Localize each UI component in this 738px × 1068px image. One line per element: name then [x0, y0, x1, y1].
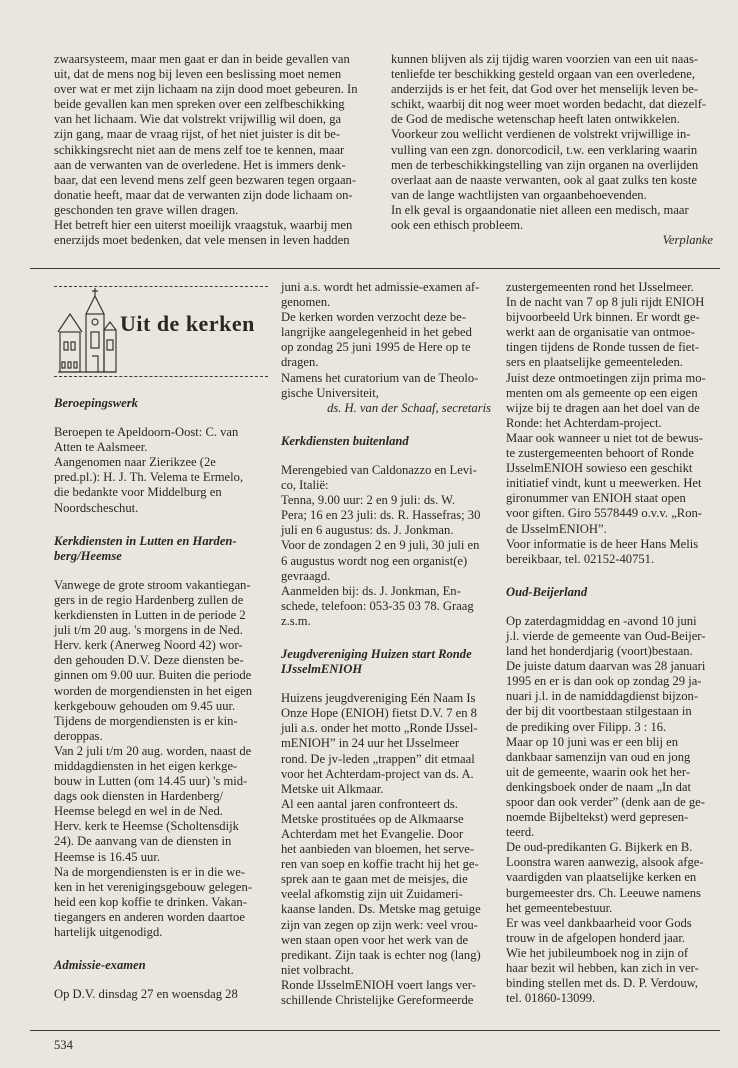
- page-number: 534: [54, 1038, 73, 1052]
- text-line: Vanwege de grote stroom vakantiegan-: [54, 577, 251, 592]
- text-line: kaanse landen. Ds. Metske mag getuige: [281, 902, 481, 917]
- text-line: sprek aan te gaan met de meisjes, die: [281, 872, 468, 887]
- text-line: z.s.m.: [281, 613, 311, 628]
- text-line: co, Italië:: [281, 478, 329, 493]
- top-right-paragraphs: [391, 52, 713, 233]
- text-line: noemde Bijbeltekst) werd gepresen-: [506, 810, 689, 825]
- text-line: Metske uit Alkmaar.: [281, 781, 384, 796]
- section-logo: [54, 280, 268, 382]
- text-line: die bedankte voor Middelburg en: [54, 485, 222, 500]
- text-line: Ronde: het Achterdam-project.: [506, 415, 662, 430]
- text-line: mENIOH” in 24 uur het IJsselmeer: [281, 736, 460, 751]
- text-line: over wat er met zijn lichaam na zijn dood moet gebeuren. In: [54, 82, 358, 97]
- text-line: dankbaar samenzijn van oud en jong: [506, 749, 691, 764]
- text-line: Ronde IJsselmENIOH voert langs ver-: [281, 977, 476, 992]
- text-line: het aanbieden van bloemen, het serve-: [281, 842, 475, 857]
- text-line: deroppas.: [54, 728, 103, 743]
- text-line: schikt, waarbij dit nog weer moet worden bedacht, dat diezelf-: [391, 97, 707, 112]
- text-line: initiatief vindt, kunt u meewerken. Het: [506, 476, 702, 491]
- paragraph-admissie-continued: [281, 280, 491, 401]
- text-line: beide gevallen kan men spreken over een zelfbeschikking: [54, 97, 345, 112]
- text-line: vaardigden van plaatselijke kerken en: [506, 870, 697, 885]
- text-line: werkt aan de organisatie van ontmoe-: [506, 325, 695, 340]
- text-line: wijze bij te dragen aan het doel van de: [506, 400, 700, 415]
- text-line: tel. 01860-13099.: [506, 991, 596, 1006]
- text-line: ook een ethisch probleem.: [391, 218, 524, 233]
- text-line: De oud-predikanten G. Bijkerk en B.: [506, 840, 693, 855]
- paragraph-lutten-hardenberg: [54, 578, 268, 940]
- text-line: zustergemeenten rond het IJsselmeer.: [506, 280, 694, 294]
- text-line: Al een aantal jaren confronteert ds.: [281, 796, 458, 811]
- text-line: voor giften. Giro 5578449 o.v.v. „Ron-: [506, 506, 702, 521]
- text-line: Tenna, 9.00 uur: 2 en 9 juli: ds. W.: [281, 493, 456, 508]
- text-line: IJsselmENIOH sowieso een geschikt: [506, 461, 693, 476]
- text-line: dags ook diensten in Hardenberg/: [54, 789, 224, 804]
- text-line: menten om als gemeente op een eigen: [506, 385, 698, 400]
- text-line: juli t/m 20 aug. 's morgens in de Ned.: [54, 623, 243, 638]
- text-line: De juiste datum daarvan was 28 januari: [506, 659, 706, 674]
- text-line: haar bezit wil hebben, kan zich in ver-: [506, 961, 699, 976]
- text-line: overlaat aan de naaste verwanten, ook al gaat zulks ten koste: [391, 172, 697, 187]
- text-line: Voorkeur zou wellicht verdienen de volstrekt vrijwillige in-: [391, 127, 691, 142]
- column-3: [506, 280, 716, 1006]
- text-line: kerkgebouw gehouden om 9.45 uur.: [54, 698, 236, 713]
- text-line: burgemeester drs. Ch. Leeuwe namens: [506, 885, 701, 900]
- heading-kerkdiensten-buitenland: Kerkdiensten buitenland: [281, 433, 409, 448]
- column-2: [281, 280, 491, 1008]
- text-line: Voor de zondagen 2 en 9 juli, 30 juli en: [281, 538, 480, 553]
- text-line: bouw in Lutten (om 14.45 uur) 's mid-: [54, 774, 248, 789]
- text-line: pred.pl.): H. J. Th. Velema te Ermelo,: [54, 470, 244, 485]
- text-line: Maar ook wanneer u niet tot de bewus-: [506, 430, 703, 445]
- text-line: op zondag 25 juni 1995 de Here op te: [281, 340, 471, 355]
- paragraph-kerkdiensten-buitenland: [281, 463, 491, 629]
- text-line: Juist deze ontmoetingen zijn prima mo-: [506, 370, 706, 385]
- heading-admissie-examen: Admissie-examen: [54, 958, 146, 973]
- footer-rule: [30, 1030, 720, 1031]
- text-line: niet volbracht.: [281, 962, 354, 977]
- text-line: 24). De aanvang van de diensten in: [54, 834, 232, 849]
- text-line: land het honderdjarig (voort)bestaan.: [506, 644, 693, 659]
- text-line: ginnen om 9.00 uur. Buiten die periode: [54, 668, 252, 683]
- paragraph-oud-beijerland: [506, 614, 716, 1006]
- text-line: gische Universiteit,: [281, 385, 379, 400]
- text-line: Atten te Aalsmeer.: [54, 440, 148, 455]
- text-line: Noordscheschut.: [54, 500, 139, 515]
- section-divider: [30, 268, 720, 269]
- text-line: Metske prostituées op de Alkmaarse: [281, 811, 464, 826]
- text-line: Namens het curatorium van de Theolo-: [281, 370, 479, 385]
- text-line: Aangenomen naar Zierikzee (2e: [54, 455, 216, 470]
- paragraph-jeugdvereniging-huizen: [281, 691, 491, 1008]
- curatorium-signature: ds. H. van der Schaaf, secretaris: [327, 400, 491, 415]
- text-line: Op zaterdagmiddag en -avond 10 juni: [506, 613, 697, 628]
- heading-oud-beijerland: Oud-Beijerland: [506, 584, 588, 599]
- text-line: langrijke aangelegenheid in het gebed: [281, 325, 472, 340]
- text-line: IJsselmENIOH: [281, 662, 363, 677]
- text-line: bijvoorbeeld Urk binnen. Er wordt ge-: [506, 310, 700, 325]
- text-line: gevraagd.: [281, 568, 331, 583]
- text-line: Huizens jeugdvereniging Eén Naam Is: [281, 691, 476, 706]
- text-line: tenliefde ter beschikking gesteld orgaan van een overledene,: [391, 67, 695, 82]
- column-1: [54, 280, 268, 1002]
- text-line: Voor informatie is de heer Hans Melis: [506, 536, 699, 551]
- text-line: te zustergemeenten behoort of Ronde: [506, 446, 694, 461]
- text-line: berg/Heemse: [54, 548, 122, 563]
- text-line: donatie heeft, maar dat de verwanten zijn dode lichaam on-: [54, 187, 353, 202]
- text-line: Beroepen te Apeldoorn-Oost: C. van: [54, 425, 239, 440]
- text-line: Pera; 16 en 23 juli: ds. R. Hassefras; 30: [281, 508, 481, 523]
- text-line: In elk geval is orgaandonatie niet alleen een medisch, maar: [391, 202, 689, 217]
- text-line: uit, dat de mens nog bij leven een beslissing moet nemen: [54, 67, 342, 82]
- text-line: de prediking over Filipp. 3 : 16.: [506, 719, 667, 734]
- text-line: zijn van zegen op zijn werk: veel vrou-: [281, 917, 478, 932]
- text-line: kunnen blijven als zij tijdig waren voorzien van een uit naas-: [391, 52, 699, 66]
- text-line: Wie het jubileumboek nog in zijn of: [506, 945, 689, 960]
- text-line: de God de medische wetenschap heeft laten ontwikkelen.: [391, 112, 680, 127]
- text-line: nuari j.l. in de namiddagdienst bijzon-: [506, 689, 699, 704]
- text-line: 1995 en er is dan ook op zondag 29 ja-: [506, 674, 702, 689]
- church-icon: [56, 286, 118, 376]
- text-line: Jeugdvereniging Huizen start Ronde: [281, 646, 472, 661]
- text-line: gers in de regio Hardenberg zullen de: [54, 592, 244, 607]
- text-line: van het lichaam. Wie dat volstrekt vrijwillig wil doen, ga: [54, 112, 342, 127]
- text-line: spoor dan ook verder” (denk aan de ge-: [506, 795, 705, 809]
- heading-jeugdvereniging-huizen: [281, 647, 491, 677]
- text-line: j.l. vierde de gemeente van Oud-Beijer-: [506, 628, 706, 643]
- text-line: Er was veel dankbaarheid voor Gods: [506, 915, 692, 930]
- text-line: 6 augustus wordt nog een organist(e): [281, 553, 468, 568]
- paragraph-admissie-examen: [54, 987, 268, 1002]
- text-line: Op D.V. dinsdag 27 en woensdag 28: [54, 987, 238, 1002]
- text-line: In de nacht van 7 op 8 juli rijdt ENIOH: [506, 295, 705, 310]
- logo-bottom-rule: [54, 376, 268, 377]
- text-line: schillende Christelijke Gereformeerde: [281, 993, 474, 1008]
- text-line: Loonstra waren aanwezig, alsook afge-: [506, 855, 704, 870]
- text-line: den gehouden D.V. Deze diensten be-: [54, 653, 244, 668]
- text-line: baar, dat een levend mens zelf geen bezwaren tegen orgaan-: [54, 172, 357, 187]
- text-line: voor het Achterdam-project van ds. A.: [281, 766, 474, 781]
- text-line: het gemeentebestuur.: [506, 900, 613, 915]
- text-line: teerd.: [506, 825, 535, 840]
- text-line: vulling van een zgn. donorcodicil, t.w. een verklaring waarin: [391, 142, 698, 157]
- text-line: ken in het verenigingsgebouw gelegen-: [54, 879, 252, 894]
- text-line: hartelijk uitgenodigd.: [54, 925, 163, 939]
- text-line: juli a.s. onder het motto „Ronde IJssel-: [281, 721, 478, 736]
- top-right-column: [391, 52, 713, 248]
- top-left-column: [54, 52, 374, 248]
- text-line: Tijdens de morgendiensten is er kin-: [54, 713, 238, 728]
- text-line: anderzijds is er het feit, dat God over het menselijk leven be-: [391, 82, 699, 97]
- text-line: worden de morgendiensten in het eigen: [54, 683, 253, 698]
- text-line: zwaarsysteem, maar men gaat er dan in beide gevallen van: [54, 52, 350, 66]
- text-line: schede, telefoon: 053-35 03 78. Graag: [281, 598, 474, 613]
- text-line: De kerken worden verzocht deze be-: [281, 310, 466, 325]
- text-line: veelal afkomstig zijn uit Zuidameri-: [281, 887, 463, 902]
- text-line: juli en 6 augustus: ds. J. Jonkman.: [281, 523, 454, 538]
- text-line: denkingsboek onder de naam „In dat: [506, 779, 691, 794]
- paragraph-beroepingswerk: [54, 425, 268, 516]
- text-line: dragen.: [281, 355, 319, 370]
- text-line: Heemse belegd en wel in de Ned.: [54, 804, 223, 819]
- text-line: tingen tijdens de Ronde tussen de fiet-: [506, 340, 700, 355]
- text-line: kerkdiensten in Lutten in de periode 2: [54, 608, 246, 623]
- text-line: zijn gang, maar de vraag rijst, of het niet juister is dit be-: [54, 127, 341, 142]
- section-title: Uit de kerken: [120, 311, 255, 336]
- text-line: genomen.: [281, 295, 331, 310]
- text-line: heid een kop koffie te drinken. Vakan-: [54, 894, 247, 909]
- text-line: Merengebied van Caldonazzo en Levi-: [281, 462, 477, 477]
- author-signature: Verplanke: [662, 233, 713, 248]
- text-line: Van 2 juli t/m 20 aug. worden, naast de: [54, 743, 252, 758]
- text-line: Maar op 10 juni was er een blij en: [506, 734, 679, 749]
- text-line: binding stellen met ds. D. P. Verdouw,: [506, 976, 699, 991]
- text-line: trouw in de afgelopen honderd jaar.: [506, 930, 686, 945]
- text-line: Na de morgendiensten is er in die we-: [54, 864, 246, 879]
- text-line: de IJsselmENIOH”.: [506, 521, 607, 536]
- text-line: schikkingsrecht niet aan de mens zelf toe te kennen, maar: [54, 142, 345, 157]
- text-line: enerzijds moet bedenken, dat vele mensen in leven hadden: [54, 233, 350, 248]
- heading-beroepingswerk: Beroepingswerk: [54, 396, 138, 410]
- text-line: middagdiensten in het eigen kerkge-: [54, 758, 238, 773]
- text-line: Heemse is 16.45 uur.: [54, 849, 160, 864]
- text-line: Het betreft hier een uiterst moeilijk vraagstuk, waarbij men: [54, 218, 353, 233]
- text-line: bereikbaar, tel. 02152-40751.: [506, 551, 655, 566]
- paragraph-ronde-continued: [506, 280, 716, 567]
- text-line: predikant. Zijn taak is echter nog (lang): [281, 947, 481, 962]
- text-line: tiegangers en anderen worden daartoe: [54, 909, 245, 924]
- text-line: men de terbeschikkingstelling van zijn organen na overlijden: [391, 157, 699, 172]
- text-line: van de lange wachtlijsten van orgaanbehoevenden.: [391, 187, 647, 202]
- text-line: gironummer van ENIOH staat open: [506, 491, 686, 506]
- heading-lutten-hardenberg: [54, 534, 268, 564]
- text-line: aan de verwanten van de overledene. Het is immers denk-: [54, 157, 346, 172]
- text-line: uit de gemeente, waarin ook het her-: [506, 764, 691, 779]
- text-line: geschonden ten grave willen dragen.: [54, 202, 239, 217]
- text-line: Kerkdiensten in Lutten en Harden-: [54, 533, 237, 548]
- text-line: der bij dit voortbestaan stilgestaan in: [506, 704, 692, 719]
- text-line: Onze Hope (ENIOH) fietst D.V. 7 en 8: [281, 706, 477, 721]
- text-line: Aanmelden bij: ds. J. Jonkman, En-: [281, 583, 461, 598]
- text-line: Herv. kerk (Anerweg Noord 42) wor-: [54, 638, 243, 653]
- top-left-paragraphs: [54, 52, 374, 248]
- text-line: Achterdam met het Evangelie. Door: [281, 827, 464, 841]
- text-line: wen staan open voor het werk van de: [281, 932, 469, 947]
- text-line: Herv. kerk te Heemse (Scholtensdijk: [54, 819, 239, 834]
- text-line: ren van soep en koffie tracht hij het ge-: [281, 857, 479, 872]
- text-line: rond. De jv-leden „trappen” dit etmaal: [281, 751, 475, 766]
- text-line: juni a.s. wordt het admissie-examen af-: [281, 280, 480, 294]
- text-line: sers en plaatselijke gemeenteleden.: [506, 355, 683, 370]
